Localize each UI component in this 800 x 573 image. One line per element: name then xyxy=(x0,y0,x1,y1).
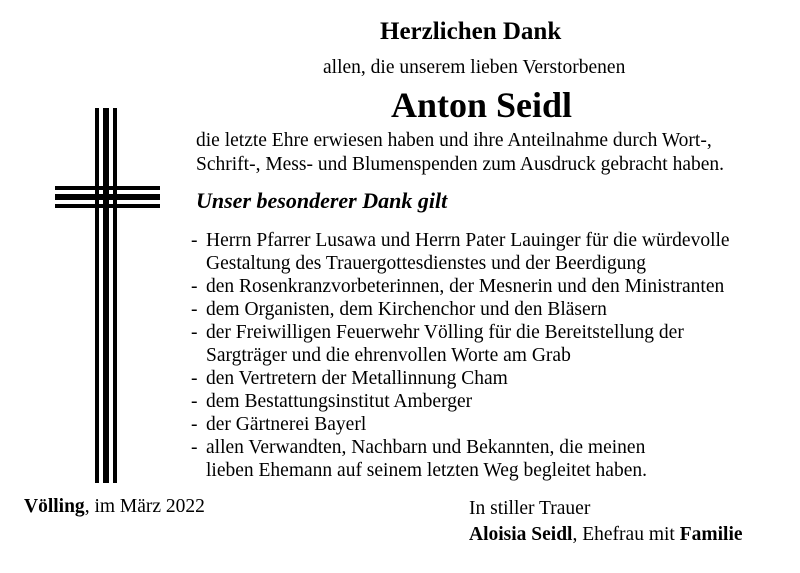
mourning-phrase: In stiller Trauer xyxy=(469,498,591,519)
place-and-date xyxy=(24,496,205,518)
intro-line: allen, die unserem lieben Verstorbenen xyxy=(323,57,626,78)
list-item xyxy=(191,436,730,482)
list-item xyxy=(191,367,730,390)
list-item-line: Sargträger und die ehrenvollen Worte am Grab xyxy=(206,345,571,366)
body-line: Schrift-, Mess- und Blumenspenden zum Ausdruck gebracht haben. xyxy=(196,154,725,175)
widow-name: Aloisia Seidl xyxy=(469,524,573,545)
deceased-name: Anton Seidl xyxy=(391,85,573,125)
bullet-dash: - xyxy=(191,437,198,458)
body-line: die letzte Ehre erwiesen haben und ihre Anteilnahme durch Wort-, xyxy=(196,130,712,151)
bullet-dash: - xyxy=(191,276,198,297)
list-item-line: dem Bestattungsinstitut Amberger xyxy=(206,391,473,412)
notice-heading: Herzlichen Dank xyxy=(380,18,562,45)
relation-text: , Ehefrau mit xyxy=(572,524,680,545)
list-item-line: Gestaltung des Trauergottesdienstes und der Beerdigung xyxy=(206,253,646,274)
mourners-signature xyxy=(469,496,743,548)
bullet-dash: - xyxy=(191,299,198,320)
list-item-line: lieben Ehemann auf seinem letzten Weg begleitet haben. xyxy=(206,460,647,481)
list-item xyxy=(191,229,730,275)
list-item-line: der Freiwilligen Feuerwehr Völling für die Bereitstellung der xyxy=(206,322,684,343)
date-text: , im März 2022 xyxy=(84,496,205,517)
list-item xyxy=(191,321,730,367)
bullet-dash: - xyxy=(191,414,198,435)
body-text xyxy=(196,129,724,177)
bullet-dash: - xyxy=(191,322,198,343)
latin-cross-icon xyxy=(55,108,165,483)
list-item xyxy=(191,413,730,436)
list-item xyxy=(191,298,730,321)
family-text: Familie xyxy=(679,524,743,545)
list-item xyxy=(191,275,730,298)
list-item-line: den Rosenkranzvorbeterinnen, der Mesnerin und den Ministranten xyxy=(206,276,725,297)
list-item xyxy=(191,390,730,413)
list-item-line: Herrn Pfarrer Lusawa und Herrn Pater Lauinger für die würdevolle xyxy=(206,230,730,251)
list-item-line: dem Organisten, dem Kirchenchor und den Bläsern xyxy=(206,299,607,320)
thanks-list xyxy=(191,229,730,482)
list-item-line: den Vertretern der Metallinnung Cham xyxy=(206,368,508,389)
bullet-dash: - xyxy=(191,230,198,251)
mourner-line xyxy=(469,522,743,548)
bullet-dash: - xyxy=(191,368,198,389)
list-item-line: der Gärtnerei Bayerl xyxy=(206,414,367,435)
thanks-subheading: Unser besonderer Dank gilt xyxy=(196,188,448,213)
bullet-dash: - xyxy=(191,391,198,412)
list-item-line: allen Verwandten, Nachbarn und Bekannten, die meinen xyxy=(206,437,646,458)
place-name: Völling xyxy=(24,496,85,517)
